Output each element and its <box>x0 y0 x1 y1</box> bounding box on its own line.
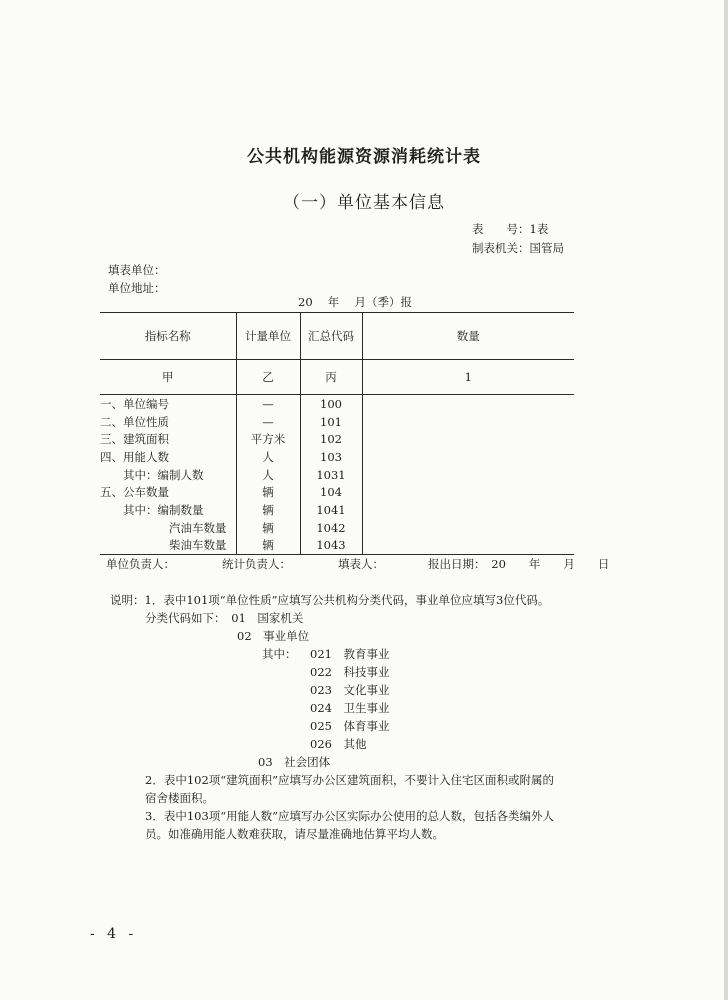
subheader-d: 1 <box>362 360 574 395</box>
row-quantity-cell[interactable] <box>362 466 574 484</box>
row-code: 1043 <box>300 537 362 555</box>
table-row <box>100 519 574 537</box>
row-name: 二、单位性质 <box>100 414 169 429</box>
form-number: 表 号：1表 <box>472 222 549 236</box>
row-code: 100 <box>300 395 362 413</box>
sub-code-item: 021 教育事业 <box>310 647 390 661</box>
report-period: 20 年 月（季）报 <box>298 295 412 309</box>
filler-label: 填表人： <box>338 557 384 571</box>
row-quantity-cell[interactable] <box>362 519 574 537</box>
header-quantity: 数量 <box>362 313 574 360</box>
row-name: 其中：编制人数 <box>100 467 204 482</box>
sub-code-item: 026 其他 <box>310 737 367 751</box>
sub-code-item: 024 卫生事业 <box>310 701 390 715</box>
table-row <box>100 483 574 501</box>
row-code: 1031 <box>300 466 362 484</box>
row-name: 柴油车数量 <box>100 537 236 555</box>
note-line-2b: 宿舍楼面积。 <box>145 791 214 805</box>
row-name: 其中：编制数量 <box>100 502 204 517</box>
unit-head-label: 单位负责人： <box>106 557 175 571</box>
row-unit: 辆 <box>236 501 300 519</box>
page-number: - 4 - <box>90 926 138 942</box>
note-line-2a: 2．表中102项“建筑面积”应填写办公区建筑面积，不要计入住宅区面积或附属的 <box>145 773 555 787</box>
sub-code-intro: 其中： <box>262 647 297 661</box>
note-line-3a: 3．表中103项“用能人数”应填写办公区实际办公使用的总人数，包括各类编外人 <box>145 809 555 823</box>
row-unit: 人 <box>236 466 300 484</box>
row-quantity-cell[interactable] <box>362 537 574 555</box>
row-unit: 平方米 <box>236 430 300 448</box>
row-code: 101 <box>300 413 362 431</box>
subheader-c: 丙 <box>300 360 362 395</box>
row-unit: 辆 <box>236 519 300 537</box>
table-subheader-row <box>100 360 574 395</box>
note-line-1: 说明：1．表中101项“单位性质”应填写公共机构分类代码，事业单位应填写3位代码。 <box>110 593 550 607</box>
row-quantity-cell[interactable] <box>362 430 574 448</box>
row-quantity-cell[interactable] <box>362 483 574 501</box>
header-unit: 计量单位 <box>236 313 300 360</box>
stats-head-label: 统计负责人： <box>222 557 291 571</box>
table-row <box>100 501 574 519</box>
row-name: 汽油车数量 <box>100 520 227 535</box>
table-header-row <box>100 313 574 360</box>
header-indicator: 指标名称 <box>100 313 236 360</box>
row-quantity-cell[interactable] <box>362 413 574 431</box>
sub-code-item: 025 体育事业 <box>310 719 390 733</box>
row-code: 102 <box>300 430 362 448</box>
row-name: 四、用能人数 <box>100 449 169 464</box>
sub-code-item: 023 文化事业 <box>310 683 390 697</box>
note-line-3b: 员。如准确用能人数难获取，请尽量准确地估算平均人数。 <box>145 827 444 841</box>
page-subtitle: （一）单位基本信息 <box>283 193 445 213</box>
class-code-intro: 分类代码如下： 01 国家机关 <box>145 611 304 625</box>
table-row <box>100 430 574 448</box>
table-row <box>100 413 574 431</box>
subheader-b: 乙 <box>236 360 300 395</box>
row-unit: — <box>236 395 300 413</box>
report-date-label: 报出日期： 20 年 月 日 <box>428 557 610 571</box>
row-code: 104 <box>300 483 362 501</box>
row-unit: 辆 <box>236 483 300 501</box>
class-code-02: 02 事业单位 <box>237 629 310 643</box>
row-quantity-cell[interactable] <box>362 501 574 519</box>
row-name: 五、公车数量 <box>100 485 169 500</box>
issuing-authority: 制表机关：国管局 <box>472 241 564 255</box>
row-unit: 人 <box>236 448 300 466</box>
sub-code-item: 022 科技事业 <box>310 665 390 679</box>
fill-unit-label: 填表单位： <box>108 263 166 277</box>
table-row <box>100 466 574 484</box>
page-title: 公共机构能源资源消耗统计表 <box>247 147 481 167</box>
row-code: 1042 <box>300 519 362 537</box>
row-unit: — <box>236 413 300 431</box>
class-code-03: 03 社会团体 <box>258 755 331 769</box>
unit-address-label: 单位地址： <box>108 281 166 295</box>
row-name: 一、单位编号 <box>100 396 169 411</box>
row-code: 103 <box>300 448 362 466</box>
row-unit: 辆 <box>236 537 300 555</box>
subheader-a: 甲 <box>100 360 236 395</box>
table-row <box>100 448 574 466</box>
header-code: 汇总代码 <box>300 313 362 360</box>
row-name: 三、建筑面积 <box>100 432 169 447</box>
row-code: 1041 <box>300 501 362 519</box>
table-row <box>100 537 574 555</box>
table-row <box>100 395 574 413</box>
row-quantity-cell[interactable] <box>362 448 574 466</box>
row-quantity-cell[interactable] <box>362 395 574 413</box>
info-table <box>100 312 574 555</box>
